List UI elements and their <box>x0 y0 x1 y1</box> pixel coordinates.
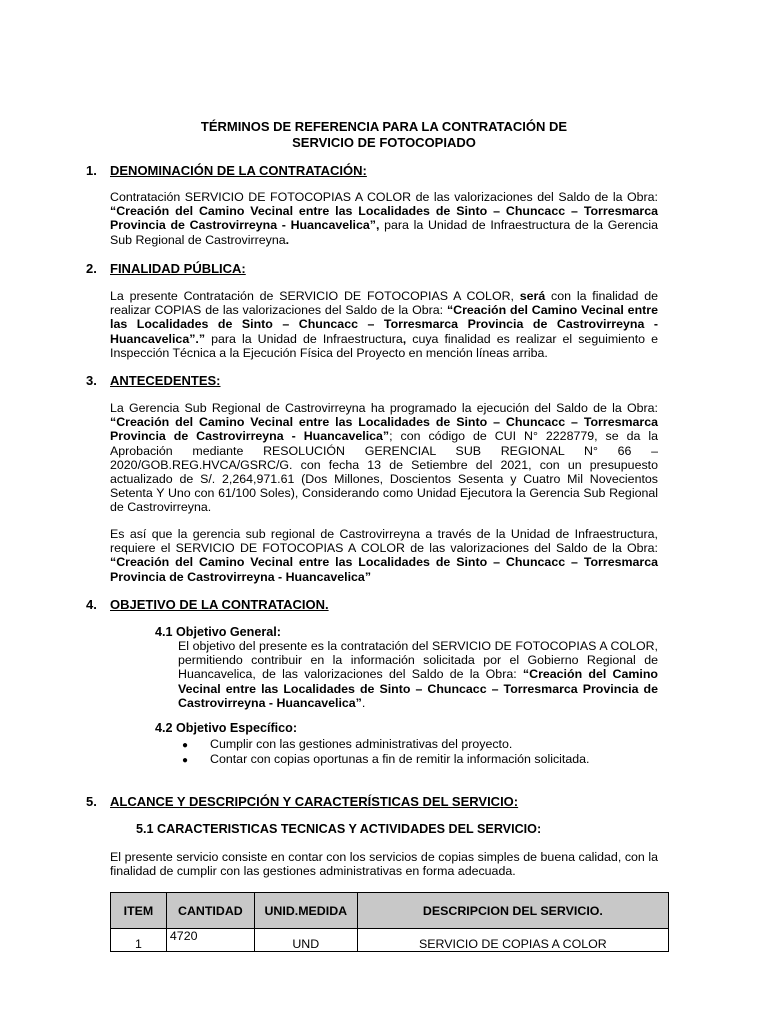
bullet-icon: ● <box>182 740 189 751</box>
table-header-row <box>111 893 669 929</box>
text-run: para la Unidad de Infraestructura de la Gerencia Sub Regional de Castrovirreyna <box>110 218 659 247</box>
service-table <box>110 892 669 952</box>
section-1-paragraph <box>110 190 658 247</box>
table-row <box>111 929 669 952</box>
section-number: 1. <box>86 163 97 178</box>
text-run: . <box>361 695 366 710</box>
table-cell-description: SERVICIO DE COPIAS A COLOR <box>357 929 668 952</box>
section-heading-text: FINALIDAD PÚBLICA: <box>110 261 246 276</box>
text-run: , <box>402 331 407 346</box>
text-run: cuya finalidad es realizar el seguimiento e Inspección Técnica a la Ejecución Física del Proyecto en mención líneas arriba. <box>110 331 658 360</box>
text-run: La Gerencia Sub Regional de Castrovirreyna ha programado la ejecución del Saldo de la Obra: <box>110 401 658 415</box>
project-name: “Creación del Camino Vecinal entre las Localidades de Sinto – Chuncacc – Torresmarca Provincia de Castrovirreyna - Huancavelica”, <box>110 204 658 233</box>
section-number: 4. <box>86 597 97 612</box>
column-header: DESCRIPCION DEL SERVICIO. <box>357 893 668 929</box>
bullet-icon: ● <box>182 755 189 766</box>
table-cell-quantity: 4720 <box>166 929 254 952</box>
section-3-paragraph-1 <box>110 401 658 515</box>
text-run: para la Unidad de Infraestructura <box>205 331 403 346</box>
project-name: “Creación del Camino Vecinal entre las Localidades de Sinto – Chuncacc – Torresmarca Provincia de Castrovirreyna - Huancavelica”.” <box>110 303 658 346</box>
text-run: será <box>519 289 546 303</box>
text-run: . <box>285 232 290 247</box>
section-heading-text: ANTECEDENTES: <box>110 373 221 388</box>
project-name: “Creación del Camino Vecinal entre las Localidades de Sinto – Chuncacc – Torresmarca Provincia de Castrovirreyna - Huancavelica” <box>110 555 658 584</box>
section-number: 3. <box>86 373 97 388</box>
technical-characteristics-heading: 5.1 CARACTERISTICAS TECNICAS Y ACTIVIDADES DEL SERVICIO: <box>136 822 542 836</box>
table-cell-item: 1 <box>111 929 167 952</box>
section-5-paragraph: El presente servicio consiste en contar con los servicios de copias simples de buena calidad, con la finalidad de cumplir con las gestiones administrativas en forma adecuada. <box>110 850 658 879</box>
section-2-heading <box>86 261 246 277</box>
section-heading-text: DENOMINACIÓN DE LA CONTRATACIÓN: <box>110 163 367 178</box>
objective-general-heading: 4.1 Objetivo General: <box>155 625 281 639</box>
section-3-paragraph-2 <box>110 527 658 584</box>
column-header: ITEM <box>111 893 167 929</box>
objective-general-paragraph <box>178 639 658 710</box>
bullet-text: Cumplir con las gestiones administrativas del proyecto. <box>210 737 513 751</box>
text-run: Es así que la gerencia sub regional de Castrovirreyna a través de la Unidad de Infraestructura, requiere el SERVICIO DE FOTOCOPIAS A COLOR de las valorizaciones del Saldo de la Obra: <box>110 527 658 556</box>
bullet-item-2 <box>182 752 589 768</box>
section-number: 5. <box>86 794 97 809</box>
section-4-heading <box>86 597 329 613</box>
section-number: 2. <box>86 261 97 276</box>
bullet-item-1 <box>182 737 512 753</box>
title-line-1: TÉRMINOS DE REFERENCIA PARA LA CONTRATACIÓN DE <box>200 119 568 134</box>
section-1-heading <box>86 163 367 179</box>
text-run: con la finalidad de realizar COPIAS de las valorizaciones del Saldo de la Obra: <box>110 289 658 318</box>
text-run: Contratación SERVICIO DE FOTOCOPIAS A COLOR de las valorizaciones del Saldo de la Obra: <box>110 190 658 204</box>
bullet-text: Contar con copias oportunas a fin de remitir la información solicitada. <box>210 752 590 766</box>
section-3-heading <box>86 373 221 389</box>
project-name: “Creación del Camino Vecinal entre las Localidades de Sinto – Chuncacc – Torresmarca Provincia de Castrovirreyna - Huancavelica” <box>110 415 658 444</box>
section-2-paragraph <box>110 289 658 360</box>
document-title <box>0 119 768 151</box>
text-run: El objetivo del presente es la contratación del SERVICIO DE FOTOCOPIAS A COLOR, permitiendo contribuir en la información solicitada por el Gobierno Regional de Huancavelica, de las valorizaciones del Saldo de la Obra: <box>178 639 658 682</box>
text-run: ; con código de CUI N° 2228779, se da la Aprobación mediante RESOLUCIÓN GERENCIAL SUB REGIONAL N° 66 – 2020/GOB.REG.HVCA/GSRC/G. con fecha 13 de Setiembre del 2021, con un presupuesto actualizado de S/. 2,264,971.61 (Dos Millones, Doscientos Sesenta y Cuatro Mil Novecientos Setenta Y Uno con 61/100 Soles), Considerando como Unidad Ejecutora la Gerencia Sub Regional de Castrovirreyna. <box>110 429 658 515</box>
column-header: UNID.MEDIDA <box>254 893 357 929</box>
title-line-2: SERVICIO DE FOTOCOPIADO <box>292 135 476 150</box>
objective-specific-heading: 4.2 Objetivo Específico: <box>155 721 298 735</box>
column-header: CANTIDAD <box>166 893 254 929</box>
text-run: La presente Contratación de SERVICIO DE FOTOCOPIAS A COLOR, <box>110 289 520 303</box>
table-cell-unit: UND <box>254 929 357 952</box>
section-heading-text: ALCANCE Y DESCRIPCIÓN Y CARACTERÍSTICAS DEL SERVICIO: <box>110 794 519 809</box>
section-heading-text: OBJETIVO DE LA CONTRATACION. <box>110 597 329 612</box>
section-5-heading <box>86 794 518 810</box>
project-name: “Creación del Camino Vecinal entre las Localidades de Sinto – Chuncacc – Torresmarca Provincia de Castrovirreyna - Huancavelica” <box>178 667 658 710</box>
